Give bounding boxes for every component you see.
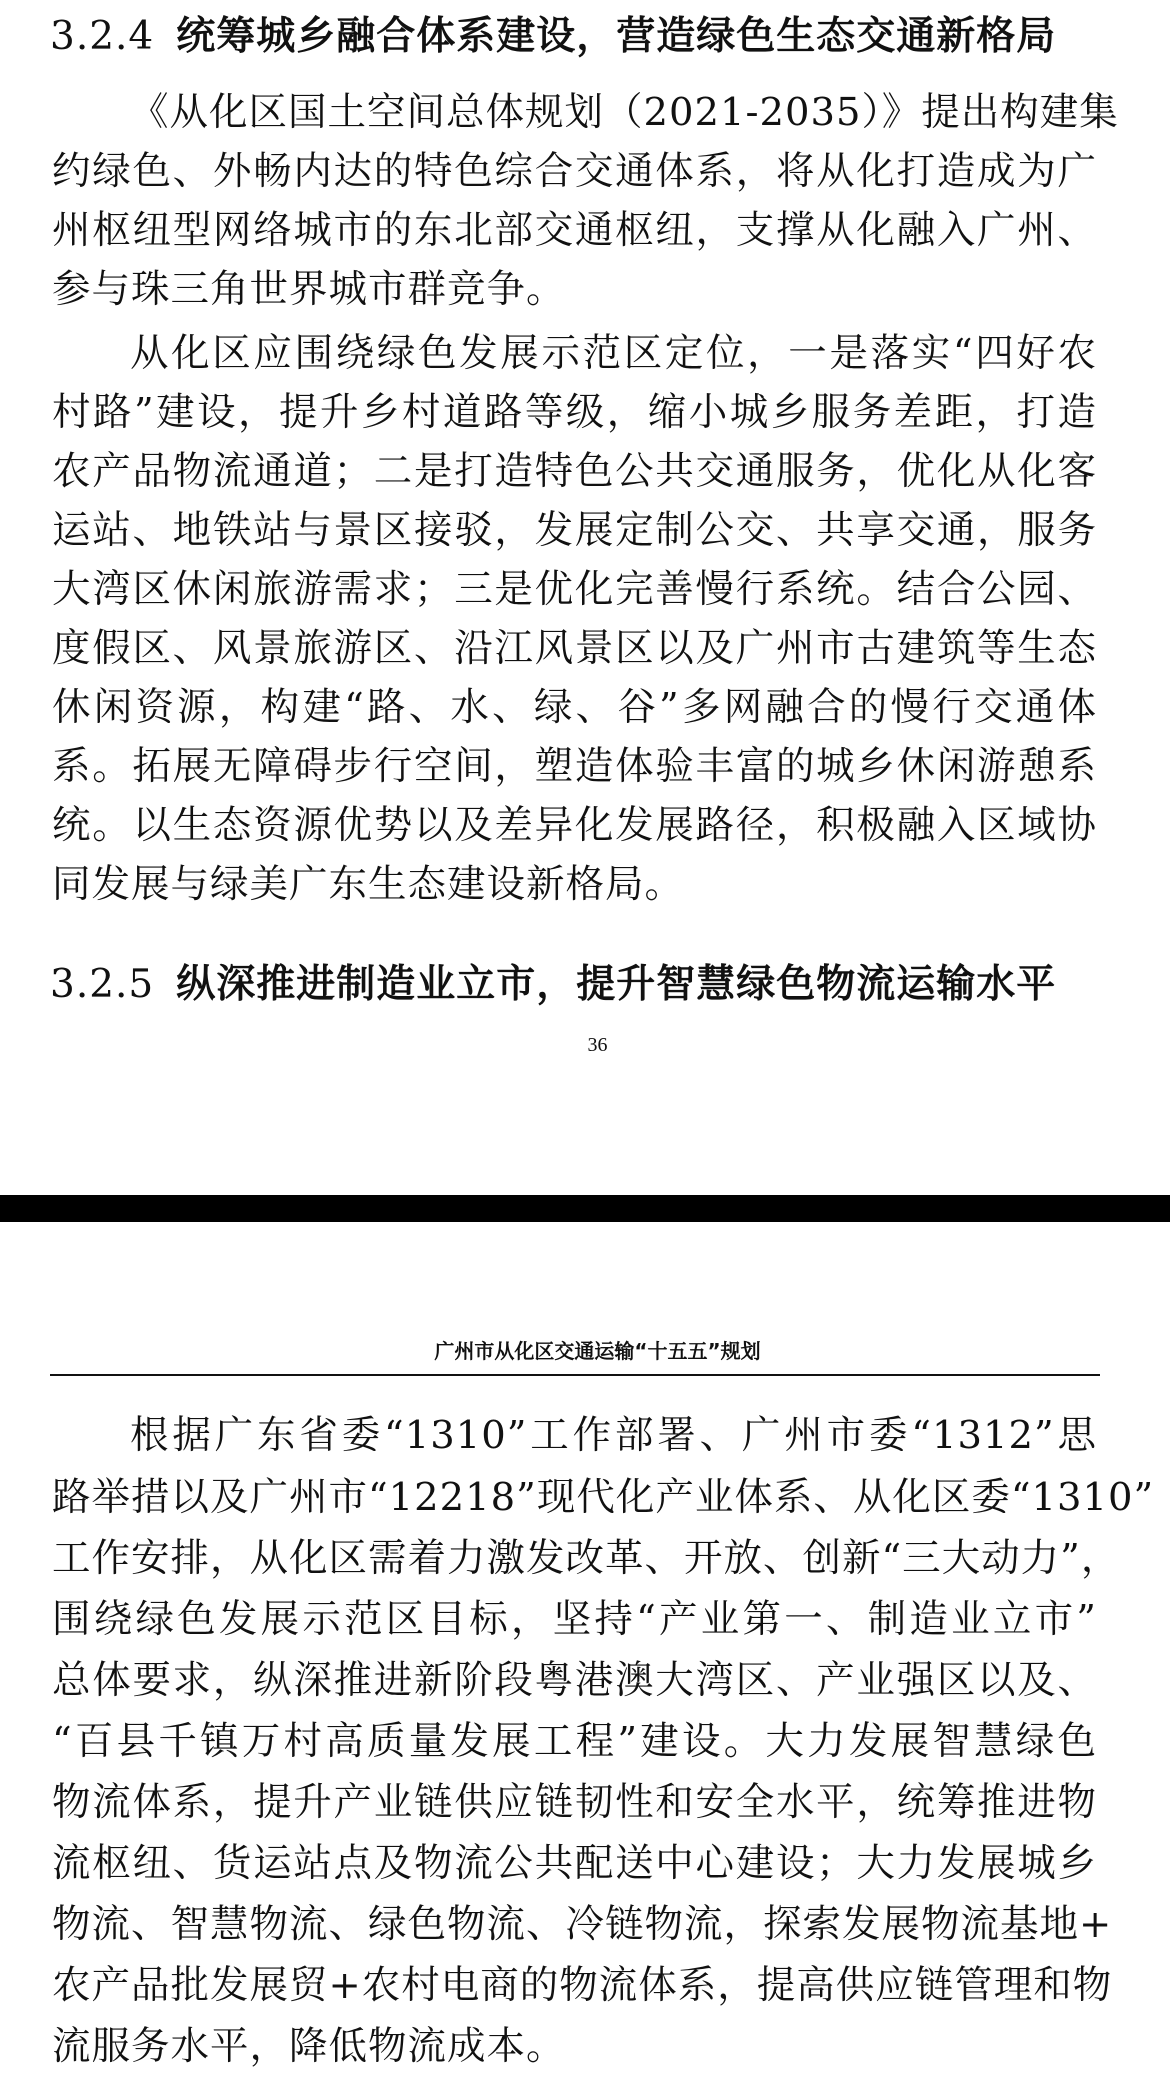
- text-line: 从化区应围绕绿色发展示范区定位，一是落实“四好农: [130, 331, 1097, 376]
- text-line: 休闲资源，构建“路、水、绿、谷”多网融合的慢行交通体: [52, 685, 1097, 730]
- text-line: 系。拓展无障碍步行空间，塑造体验丰富的城乡休闲游憩系: [52, 744, 1097, 789]
- text-line: 度假区、风景旅游区、沿江风景区以及广州市古建筑等生态: [52, 626, 1097, 671]
- text-line: 围绕绿色发展示范区目标，坚持“产业第一、制造业立市”: [52, 1597, 1097, 1642]
- section-title: 统筹城乡融合体系建设，营造绿色生态交通新格局: [176, 13, 1057, 59]
- section-number: 3.2.4: [50, 14, 155, 59]
- text-line: 约绿色、外畅内达的特色综合交通体系，将从化打造成为广: [52, 149, 1097, 194]
- page-separator: [0, 1195, 1170, 1222]
- text-line: 农产品批发展贸+农村电商的物流体系，提高供应链管理和物: [52, 1963, 1113, 2008]
- text-line: 物流体系，提升产业链供应链韧性和安全水平，统筹推进物: [52, 1780, 1097, 1825]
- page-number: 36: [587, 1034, 608, 1056]
- text-line: 流服务水平，降低物流成本。: [52, 2024, 566, 2069]
- text-line: 工作安排，从化区需着力激发改革、开放、创新“三大动力”，: [52, 1536, 1121, 1581]
- section-number: 3.2.5: [50, 962, 155, 1007]
- text-line: 根据广东省委“1310”工作部署、广州市委“1312”思: [130, 1413, 1097, 1458]
- document-page-37: [0, 1222, 1170, 2094]
- text-line: 农产品物流通道；二是打造特色公共交通服务，优化从化客: [52, 449, 1097, 494]
- text-line: 同发展与绿美广东生态建设新格局。: [52, 862, 685, 907]
- section-heading-3-2-5: [50, 953, 1056, 1009]
- running-header: 广州市从化区交通运输“十五五”规划: [434, 1339, 761, 1363]
- text-line: 《从化区国土空间总体规划（2021-2035）》提出构建集: [130, 90, 1119, 135]
- text-line: 村路”建设，提升乡村道路等级，缩小城乡服务差距，打造: [52, 390, 1097, 435]
- text-line: “百县千镇万村高质量发展工程”建设。大力发展智慧绿色: [52, 1719, 1097, 1764]
- text-line: 流枢纽、货运站点及物流公共配送中心建设；大力发展城乡: [52, 1841, 1097, 1886]
- text-line: 大湾区休闲旅游需求；三是优化完善慢行系统。结合公园、: [52, 567, 1097, 612]
- text-line: 参与珠三角世界城市群竞争。: [52, 267, 566, 312]
- text-line: 运站、地铁站与景区接驳，发展定制公交、共享交通，服务: [52, 508, 1097, 553]
- section-heading-3-2-4: [50, 5, 1056, 61]
- text-line: 州枢纽型网络城市的东北部交通枢纽，支撑从化融入广州、: [52, 208, 1097, 253]
- header-rule: [50, 1374, 1100, 1376]
- text-line: 物流、智慧物流、绿色物流、冷链物流，探索发展物流基地+: [52, 1902, 1113, 1947]
- section-title: 纵深推进制造业立市，提升智慧绿色物流运输水平: [176, 961, 1057, 1007]
- text-line: 统。以生态资源优势以及差异化发展路径，积极融入区域协: [52, 803, 1097, 848]
- text-line: 总体要求，纵深推进新阶段粤港澳大湾区、产业强区以及、: [52, 1658, 1097, 1703]
- text-line: 路举措以及广州市“12218”现代化产业体系、从化区委“1310”: [52, 1475, 1155, 1520]
